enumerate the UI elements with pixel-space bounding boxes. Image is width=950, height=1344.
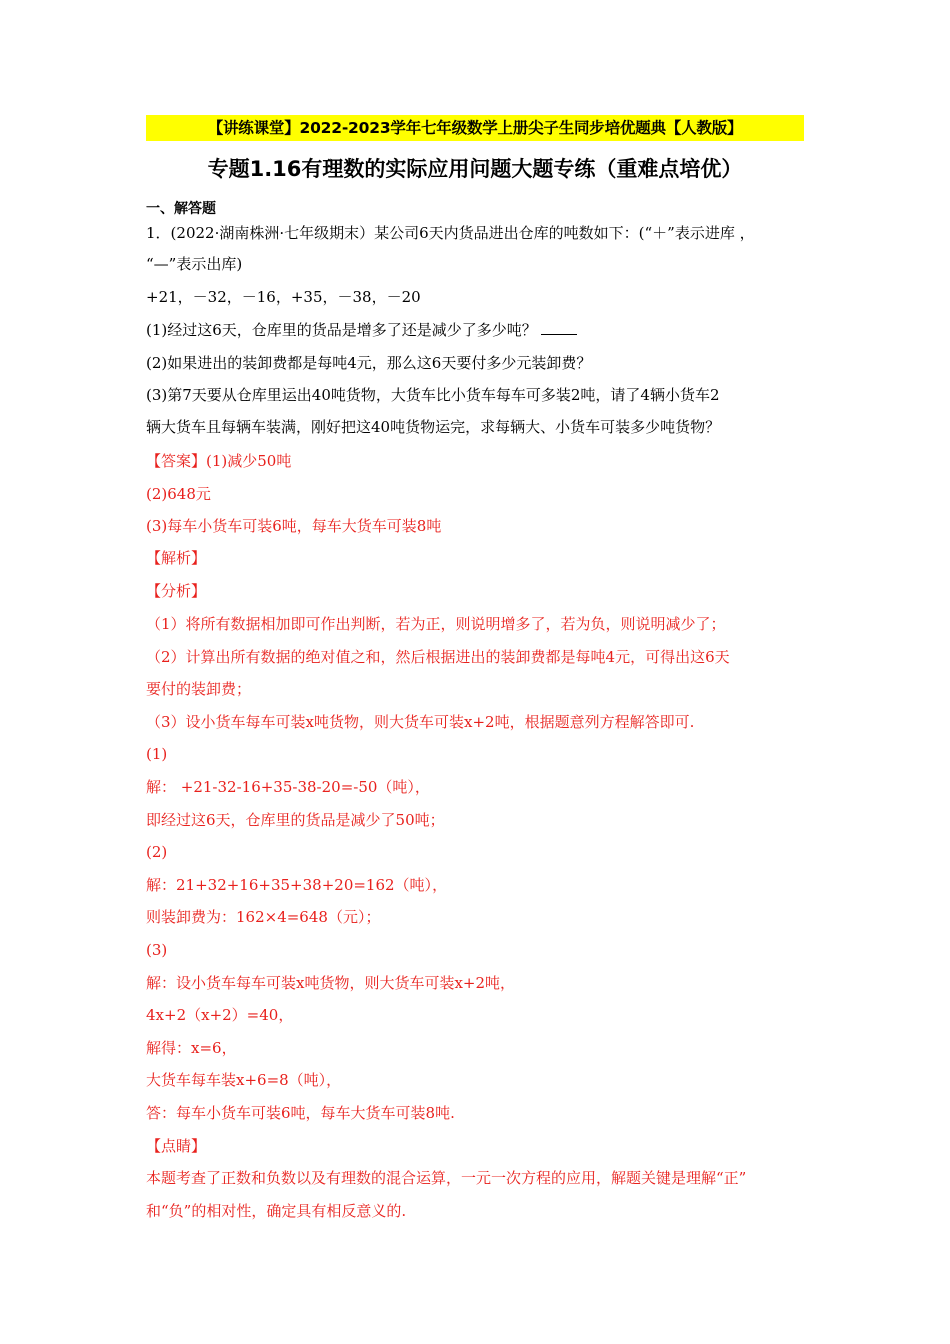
question-line-2: “—”表示出库) [146,255,243,273]
analysis-heading: 【解析】 [146,549,207,567]
solution-1a: 解： +21-32-16+35-38-20=-50（吨）， [146,778,430,796]
solution-3d: 大货车每车装x+6=8（吨）， [146,1071,342,1089]
solution-3a: 解：设小货车每车可装x吨货物，则大货车可装x+2吨， [146,974,516,992]
dianjing-heading: 【点睛】 [146,1137,207,1155]
fenxi-3: （3）设小货车每车可装x吨货物，则大货车可装x+2吨，根据题意列方程解答即可. [146,713,695,731]
solution-3c: 解得：x=6， [146,1039,237,1057]
solution-3e: 答：每车小货车可装6吨，每车大货车可装8吨. [146,1104,455,1122]
answer-blank [541,320,577,335]
dianjing-1: 本题考查了正数和负数以及有理数的混合运算，一元一次方程的应用，解题关键是理解“正” [146,1169,747,1187]
fenxi-heading: 【分析】 [146,582,207,600]
question-part-3a: (3)第7天要从仓库里运出40吨货物，大货车比小货车每车可多装2吨，请了4辆小货车2 [146,386,720,404]
solution-3-label: (3) [146,941,168,959]
solution-2b: 则装卸费为：162×4=648（元）； [146,908,381,926]
answer-3: (3)每车小货车可装6吨，每车大货车可装8吨 [146,517,442,535]
header-banner: 【讲练课堂】2022-2023学年七年级数学上册尖子生同步培优题典【人教版】 [146,115,804,141]
question-part-3b: 辆大货车且每辆车装满，刚好把这40吨货物运完，求每辆大、小货车可装多少吨货物？ [146,418,721,436]
answer-2: (2)648元 [146,485,211,503]
solution-3b: 4x+2（x+2）=40， [146,1006,294,1024]
solution-1-label: (1) [146,745,168,763]
fenxi-2b: 要付的装卸费； [146,680,252,698]
answer-1: 【答案】(1)减少50吨 [146,452,292,470]
question-line-1: 1．(2022·湖南株洲·七年级期末）某公司6天内货品进出仓库的吨数如下：(“＋”表示进库 ， [146,224,755,242]
solution-2a: 解：21+32+16+35+38+20=162（吨）， [146,876,448,894]
question-part-1 [146,318,816,342]
question-part-2: (2)如果进出的装卸费都是每吨4元，那么这6天要付多少元装卸费？ [146,354,592,372]
dianjing-2: 和“负”的相对性，确定具有相反意义的. [146,1202,407,1220]
section-title: 一、解答题 [146,201,216,217]
fenxi-1: （1）将所有数据相加即可作出判断，若为正，则说明增多了，若为负，则说明减少了； [146,615,726,633]
solution-1b: 即经过这6天，仓库里的货品是减少了50吨； [146,811,445,829]
solution-2-label: (2) [146,843,168,861]
fenxi-2a: （2）计算出所有数据的绝对值之和，然后根据进出的装卸费都是每吨4元，可得出这6天 [146,648,730,666]
question-data: +21，－32，－16，+35，－38，－20 [146,288,421,306]
question-part-1-text: (1)经过这6天，仓库里的货品是增多了还是减少了多少吨？ [146,321,537,339]
page-title: 专题1.16有理数的实际应用问题大题专练（重难点培优） [207,157,743,181]
